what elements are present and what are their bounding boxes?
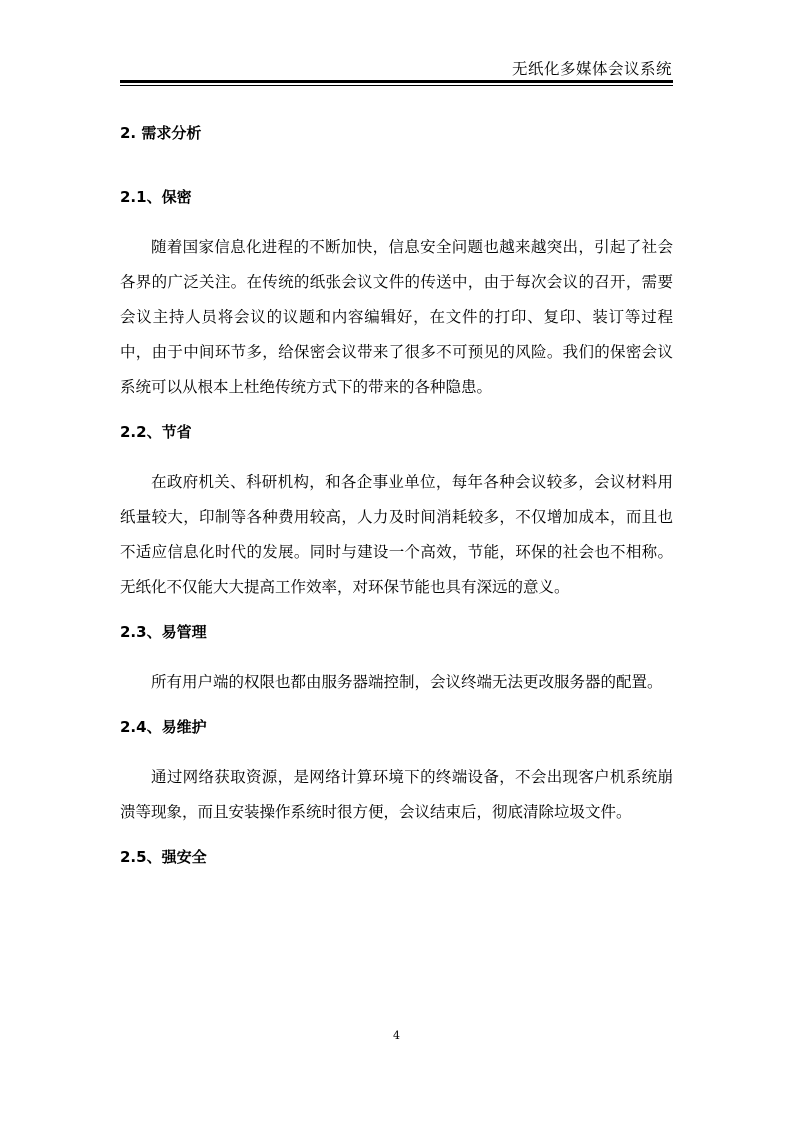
header-title: 无纸化多媒体会议系统	[511, 60, 672, 78]
page-number: 4	[393, 1029, 400, 1042]
section-heading: 2. 需求分析	[120, 124, 202, 142]
paragraph-management: 所有用户端的权限也都由服务器端控制，会议终端无法更改服务器的配置。	[151, 673, 663, 691]
subsection-heading-maintenance: 2.4、易维护	[120, 718, 207, 736]
header-rule-thick	[120, 80, 673, 83]
subsection-heading-confidentiality: 2.1、保密	[120, 188, 192, 206]
paragraph-maintenance: 通过网络获取资源，是网络计算环境下的终端设备，不会出现客户机系统崩溃等现象，而且安装操作系统时很方便，会议结束后，彻底清除垃圾文件。	[120, 768, 673, 821]
subsection-heading-management: 2.3、易管理	[120, 623, 207, 641]
subsection-heading-savings: 2.2、节省	[120, 423, 192, 441]
header-rule-thin	[120, 85, 673, 86]
paragraph-confidentiality: 随着国家信息化进程的不断加快，信息安全问题也越来越突出，引起了社会各界的广泛关注。在传统的纸张会议文件的传送中，由于每次会议的召开，需要会议主持人员将会议的议题和内容编辑好，在文件的打印、复印、装订等过程中，由于中间环节多，给保密会议带来了很多不可预见的风险。我们的保密会议系统可以从根本上杜绝传统方式下的带来的各种隐患。	[120, 238, 673, 396]
subsection-heading-security: 2.5、强安全	[120, 848, 207, 866]
paragraph-savings: 在政府机关、科研机构，和各企事业单位，每年各种会议较多，会议材料用纸量较大，印制等各种费用较高，人力及时间消耗较多，不仅增加成本，而且也不适应信息化时代的发展。同时与建设一个高效，节能，环保的社会也不相称。无纸化不仅能大大提高工作效率，对环保节能也具有深远的意义。	[120, 473, 673, 596]
document-body	[120, 121, 673, 890]
